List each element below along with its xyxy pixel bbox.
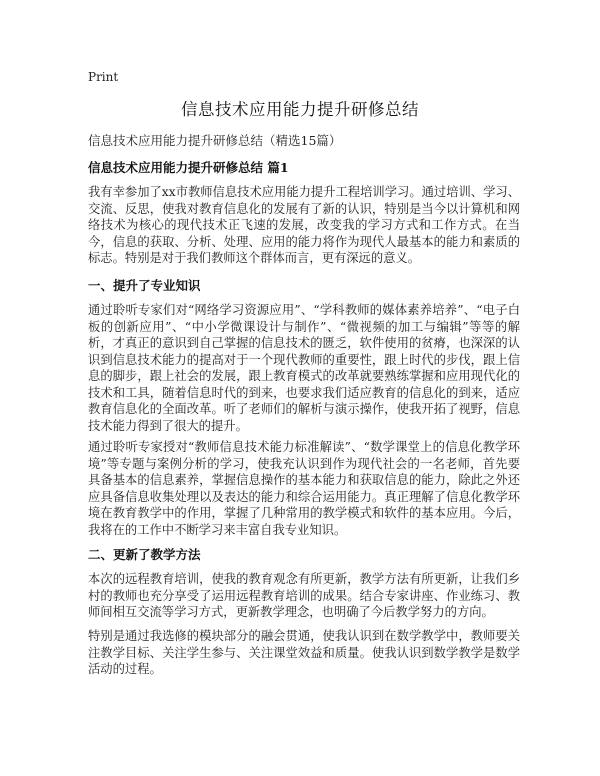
section-2-paragraph-1: 本次的远程教育培训，使我的教育观念有所更新，教学方法有所更新，让我们乡村的教师也充分享受了运用远程教育培训的成果。结合专家讲座、作业练习、教师间相互交流等学习方式，更新教学理念，也明确了今后教学努力的方向。 xyxy=(88,572,520,619)
section-1-paragraph-1: 通过聆听专家们对“网络学习资源应用”、“学科教师的媒体素养培养”、“电子白板的创新应用”、“中小学微课设计与制作”、“微视频的加工与编辑”等等的解析，才真正的意识到自己掌握的信息技术的匮乏，软件使用的贫瘠，也深深的认识到信息技术能力的提高对于一个现代教师的重要性，跟上时代的步伐，跟上信息的脚步，跟上社会的发展，跟上教育模式的改革就要熟练掌握和应用现代化的技术和工具，随着信息时代的到来，也要求我们适应教育的信息化的到来，适应教育信息化的全面改革。听了老师们的解析与演示操作，使我开拓了视野，信息技术能力得到了很大的提升。 xyxy=(88,303,520,433)
section-heading-2: 二、更新了教学方法 xyxy=(88,547,201,562)
section-1-paragraph-2: 通过聆听专家授对“教师信息技术能力标准解读”、“数学课堂上的信息化教学环境”等专题与案例分析的学习，使我充认识到作为现代社会的一名老师，首先要具备基本的信息素养，掌握信息操作的基本能力和获取信息的能力，除此之外还应具备信息收集处理以及表达的能力和综合运用能力。真正理解了信息化教学环境在教育教学中的作用，掌握了几种常用的教学模式和软件的基本应用。今后，我将在的工作中不断学习来丰富自我专业知识。 xyxy=(88,440,520,537)
article-heading: 信息技术应用能力提升研修总结 篇1 xyxy=(88,160,289,175)
page-title: 信息技术应用能力提升研修总结 xyxy=(181,100,419,119)
page-subtitle: 信息技术应用能力提升研修总结（精选15篇） xyxy=(88,133,342,148)
section-heading-1: 一、提升了专业知识 xyxy=(88,278,201,293)
section-2-paragraph-2: 特别是通过我选修的模块部分的融会贯通，使我认识到在数学教学中，教师要关注教学目标、关注学生参与、关注课堂效益和质量。使我认识到数学教学是数学活动的过程。 xyxy=(88,629,520,676)
print-link[interactable]: Print xyxy=(88,70,119,84)
intro-paragraph: 我有幸参加了xx市教师信息技术应用能力提升工程培训学习。通过培训、学习、交流、反思，使我对教育信息化的发展有了新的认识，特别是当今以计算机和网络技术为核心的现代技术正飞速的发展，改变我的学习方式和工作方式。在当今，信息的获取、分析、处理、应用的能力将作为现代人最基本的能力和素质的标志。特别是对于我们教师这个群体而言，更有深远的意义。 xyxy=(88,185,520,265)
